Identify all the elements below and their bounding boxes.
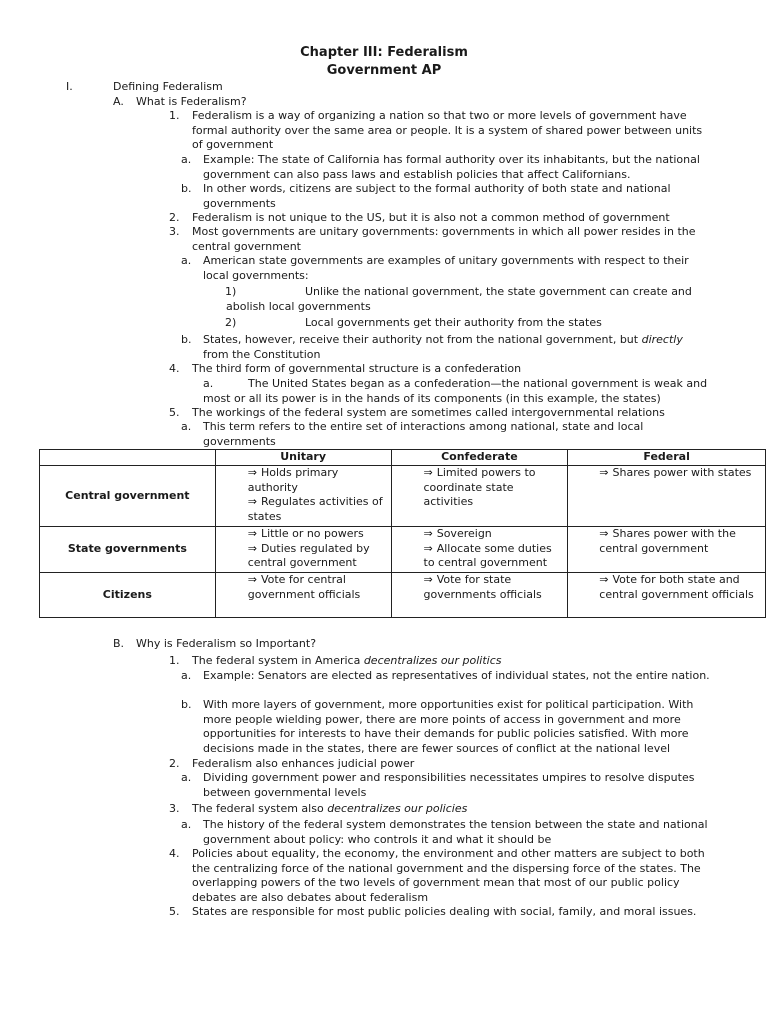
california-example: Example: The state of California has formal authority over its inhabitants, but the national government can also pass laws and establish policies that affect Californians.: [203, 153, 700, 181]
definition-paragraph: Federalism is a way of organizing a nation so that two or more levels of government have formal authority over the same area or people. It is a system of shared power between units of government: [192, 109, 703, 151]
government-comparison-table: [39, 449, 766, 618]
item-marker: a.: [181, 771, 192, 784]
arrow-icon: ⇒: [247, 466, 257, 479]
states-responsible-text: States are responsible for most public policies dealing with social, family, and moral issues.: [192, 905, 697, 918]
policies-equality-text: Policies about equality, the economy, the environment and other matters are subject to both the centralizing force of the national government and the dispersing force of the states. The overlapping powers of the two levels of government mean that most of our public policy debates are also debates about federalism: [192, 847, 705, 904]
not-unique-text: Federalism is not unique to the US, but it is also not a common method of government: [192, 211, 670, 224]
item-marker: b.: [181, 182, 192, 195]
course-subtitle: Government AP: [326, 63, 442, 78]
arrow-icon: ⇒: [247, 573, 257, 586]
table-row: [40, 466, 766, 527]
arrow-icon: ⇒: [423, 527, 433, 540]
table-cell: ⇒ Shares power with states: [568, 466, 766, 527]
arrow-icon: ⇒: [423, 466, 433, 479]
arrow-icon: ⇒: [247, 541, 257, 555]
decentralizes-politics-text: The federal system in America decentralizes our politics: [192, 654, 502, 667]
item-marker: 1.: [169, 109, 180, 122]
item-marker: 2.: [169, 757, 180, 770]
table-cell: ⇒ Limited powers to coordinate state activities: [391, 466, 568, 527]
judicial-power-text: Federalism also enhances judicial power: [192, 757, 415, 770]
item-marker: b.: [181, 333, 192, 346]
subsection-marker-A: A.: [113, 95, 124, 108]
arrow-icon: ⇒: [599, 573, 609, 586]
us-confederation-text: The United States began as a confederation—the national government is weak and most or all its power is in the hands of its components (in this example, the states): [203, 377, 708, 405]
item-marker: a.: [181, 254, 192, 267]
item-marker: 1.: [169, 654, 180, 667]
item-marker: 4.: [169, 362, 180, 375]
table-header-federal: Federal: [568, 450, 766, 466]
item-marker: a.: [181, 420, 192, 433]
subsection-heading-what: What is Federalism?: [136, 95, 247, 108]
row-label-citizens: Citizens: [40, 573, 216, 618]
item-marker: 4.: [169, 847, 180, 860]
item-marker: 2.: [169, 211, 180, 224]
local-authority-text: Local governments get their authority from the states: [305, 316, 602, 329]
section-marker-I: I.: [66, 80, 73, 93]
item-marker: 3.: [169, 225, 180, 238]
arrow-icon: ⇒: [247, 527, 257, 540]
table-cell: ⇒ Vote for central government officials: [215, 573, 391, 618]
table-cell: ⇒ Shares power with the central government: [568, 527, 766, 573]
create-abolish-text: Unlike the national government, the state government can create and abolish local governments: [226, 285, 692, 313]
subsection-heading-why: Why is Federalism so Important?: [136, 637, 317, 650]
item-marker: 5.: [169, 905, 180, 918]
states-authority-text: States, however, receive their authority not from the national government, but directly from the Constitution: [203, 333, 683, 361]
table-row: [40, 573, 766, 618]
table-cell: ⇒ Sovereign ⇒ Allocate some duties to central government: [391, 527, 568, 573]
subsection-marker-B: B.: [113, 637, 125, 650]
state-unitary-text: American state governments are examples of unitary governments with respect to their local governments:: [203, 254, 689, 282]
item-marker: 5.: [169, 406, 180, 419]
arrow-icon: ⇒: [599, 466, 609, 479]
table-header-unitary: Unitary: [215, 450, 391, 466]
confederation-text: The third form of governmental structure is a confederation: [192, 362, 522, 375]
item-marker: a.: [181, 153, 192, 166]
interactions-text: This term refers to the entire set of interactions among national, state and local governments: [203, 420, 644, 448]
row-label-state: State governments: [40, 527, 216, 573]
participation-text: With more layers of government, more opportunities exist for political participation. With more people wielding power, there are more points of access in government and more opportunities for interests to have their demands for public policies satisfied. With more decisions made in the states, there are fewer sources of conflict at the national level: [203, 698, 694, 755]
arrow-icon: ⇒: [423, 541, 433, 555]
umpires-text: Dividing government power and responsibilities necessitates umpires to resolve disputes between governmental levels: [203, 771, 695, 799]
item-marker: b.: [181, 698, 192, 711]
unitary-governments-text: Most governments are unitary governments: governments in which all power resides in the central government: [192, 225, 696, 253]
history-text: The history of the federal system demonstrates the tension between the state and national government about policy: who controls it and what it should be: [203, 818, 708, 846]
table-cell: ⇒ Little or no powers ⇒ Duties regulated by central government: [215, 527, 391, 573]
section-heading-defining: Defining Federalism: [113, 80, 223, 93]
senators-example: Example: Senators are elected as representatives of individual states, not the entire nation.: [203, 669, 710, 682]
table-header-blank: [40, 450, 216, 466]
table-cell: ⇒ Vote for state governments officials: [391, 573, 568, 618]
item-marker: a.: [203, 377, 214, 390]
table-cell: ⇒ Vote for both state and central government officials: [568, 573, 766, 618]
arrow-icon: ⇒: [599, 527, 609, 540]
decentralizes-policies-text: The federal system also decentralizes our policies: [192, 802, 468, 815]
item-marker: 3.: [169, 802, 180, 815]
chapter-title: Chapter III: Federalism: [300, 45, 468, 60]
citizens-subject-text: In other words, citizens are subject to the formal authority of both state and national governments: [203, 182, 671, 210]
item-marker: 1): [225, 285, 237, 298]
table-header-confederate: Confederate: [391, 450, 568, 466]
arrow-icon: ⇒: [423, 573, 433, 586]
table-header-row: [40, 450, 766, 466]
item-marker: a.: [181, 818, 192, 831]
arrow-icon: ⇒: [247, 495, 257, 508]
item-marker: a.: [181, 669, 192, 682]
table-cell: ⇒ Holds primary authority ⇒ Regulates activities of states: [215, 466, 391, 527]
row-label-central: Central government: [40, 466, 216, 527]
intergovernmental-text: The workings of the federal system are sometimes called intergovernmental relations: [192, 406, 665, 419]
item-marker: 2): [225, 316, 237, 329]
table-row: [40, 527, 766, 573]
